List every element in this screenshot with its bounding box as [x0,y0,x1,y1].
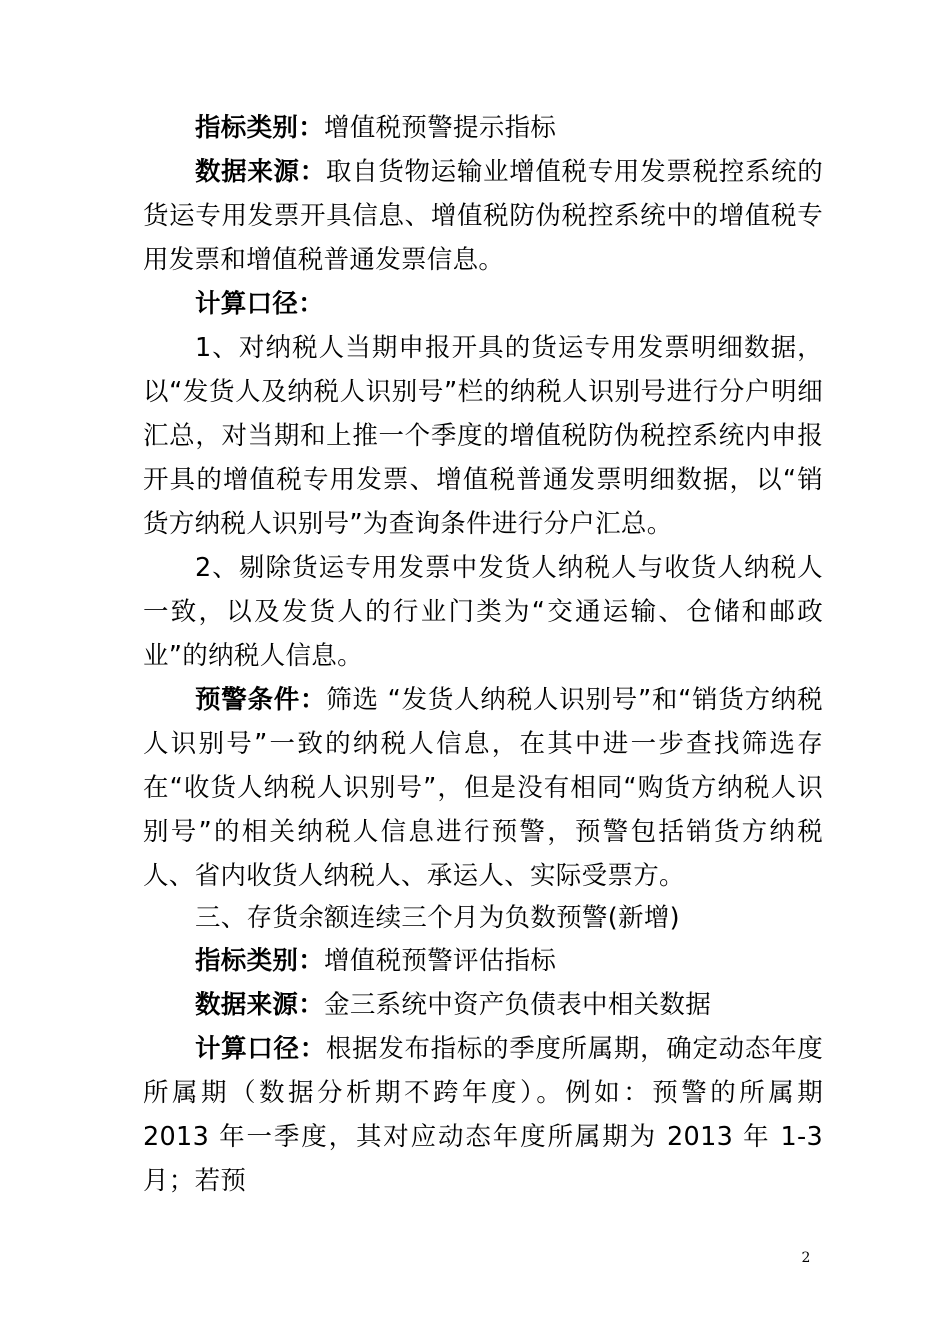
indicator-category-2-label: 指标类别： [195,946,325,976]
calculation-2-value: 根据发布指标的季度所属期，确定动态年度所属期（数据分析期不跨年度）。例如：预警的所属期 2013 年一季度，其对应动态年度所属期为 2013 年 1-3 月；若预 [143,1034,823,1196]
indicator-category-2-paragraph [143,939,823,983]
indicator-category-value: 增值税预警提示指标 [324,113,557,143]
calculation-item-1: 1、对纳税人当期申报开具的货运专用发票明细数据，以“发货人及纳税人识别号”栏的纳税人识别号进行分户明细汇总，对当期和上推一个季度的增值税防伪税控系统内申报开具的增值税专用发票、增值税普通发票明细数据，以“销货方纳税人识别号”为查询条件进行分户汇总。 [143,333,823,539]
indicator-category-label: 指标类别： [195,113,325,143]
indicator-category-paragraph [143,106,823,150]
calculation-item-2: 2、剔除货运专用发票中发货人纳税人与收货人纳税人一致，以及发货人的行业门类为“交通运输、仓储和邮政业”的纳税人信息。 [143,553,823,671]
calculation-2-paragraph [143,1027,823,1203]
calculation-label: 计算口径： [195,289,325,319]
data-source-2-label: 数据来源： [195,990,325,1020]
warning-condition-paragraph [143,678,823,898]
data-source-2-paragraph [143,983,823,1027]
data-source-2-value: 金三系统中资产负债表中相关数据 [324,990,712,1020]
page-number: 2 [801,1250,811,1266]
indicator-category-2-value: 增值税预警评估指标 [324,946,557,976]
data-source-label: 数据来源： [195,157,326,187]
document-body [143,106,823,1203]
data-source-paragraph [143,150,823,282]
section-3-heading: 三、存货余额连续三个月为负数预警(新增) [195,903,680,933]
warning-condition-value: 筛选 “发货人纳税人识别号”和“销货方纳税人识别号”一致的纳税人信息，在其中进一步查找筛选存在“收货人纳税人识别号”，但是没有相同“购货方纳税人识别号”的相关纳税人信息进行预警，预警包括销货方纳税人、省内收货人纳税人、承运人、实际受票方。 [143,685,823,891]
data-source-value: 取自货物运输业增值税专用发票税控系统的货运专用发票开具信息、增值税防伪税控系统中的增值税专用发票和增值税普通发票信息。 [143,157,823,275]
calculation-heading [143,282,823,326]
calculation-2-label: 计算口径： [195,1034,326,1064]
warning-condition-label: 预警条件： [195,685,327,715]
